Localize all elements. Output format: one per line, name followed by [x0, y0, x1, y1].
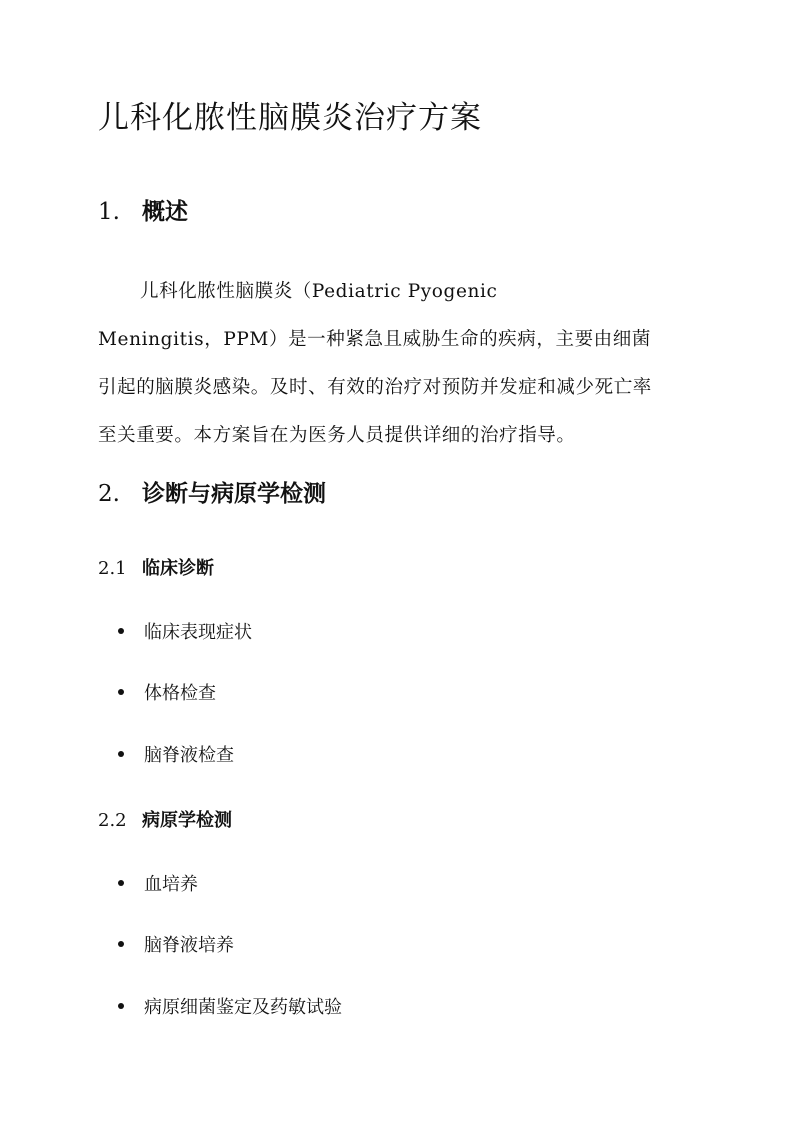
list-item: [118, 872, 198, 898]
subsection-2-1-title: 临床诊断: [142, 558, 214, 579]
list-item: [118, 743, 234, 769]
bullet-icon: [118, 1003, 124, 1009]
bullet-icon: [118, 941, 124, 947]
list-item-text: 血培养: [144, 874, 198, 895]
overview-paragraph: [98, 268, 708, 460]
subsection-2-2-title: 病原学检测: [142, 810, 232, 831]
section-1-heading: [98, 196, 188, 228]
paragraph-line: 至关重要。本方案旨在为医务人员提供详细的治疗指导。: [98, 425, 576, 446]
list-item: [118, 995, 342, 1021]
list-item-text: 临床表现症状: [144, 622, 252, 643]
list-item-text: 病原细菌鉴定及药敏试验: [144, 997, 342, 1018]
subsection-2-2-number: 2.2: [98, 810, 127, 831]
subsection-2-2-heading: [98, 808, 232, 834]
subsection-2-1-heading: [98, 556, 214, 582]
subsection-2-1-number: 2.1: [98, 558, 127, 579]
bullet-icon: [118, 689, 124, 695]
section-2-number: 2.: [98, 481, 120, 507]
bullet-icon: [118, 628, 124, 634]
paragraph-line: Meningitis，PPM）是一种紧急且威胁生命的疾病，主要由细菌: [98, 329, 651, 350]
list-item: [118, 933, 234, 959]
list-item-text: 脑脊液培养: [144, 935, 234, 956]
paragraph-line: 引起的脑膜炎感染。及时、有效的治疗对预防并发症和减少死亡率: [98, 377, 652, 398]
list-item: [118, 620, 252, 646]
list-item-text: 体格检查: [144, 683, 216, 704]
list-item-text: 脑脊液检查: [144, 745, 234, 766]
section-1-title: 概述: [142, 198, 188, 225]
bullet-icon: [118, 751, 124, 757]
document-title: 儿科化脓性脑膜炎治疗方案: [98, 100, 482, 136]
section-1-number: 1.: [98, 199, 120, 225]
section-2-heading: [98, 478, 326, 510]
list-item: [118, 681, 216, 707]
section-2-title: 诊断与病原学检测: [142, 480, 326, 507]
bullet-icon: [118, 880, 124, 886]
paragraph-line: 儿科化脓性脑膜炎（Pediatric Pyogenic: [140, 281, 498, 302]
